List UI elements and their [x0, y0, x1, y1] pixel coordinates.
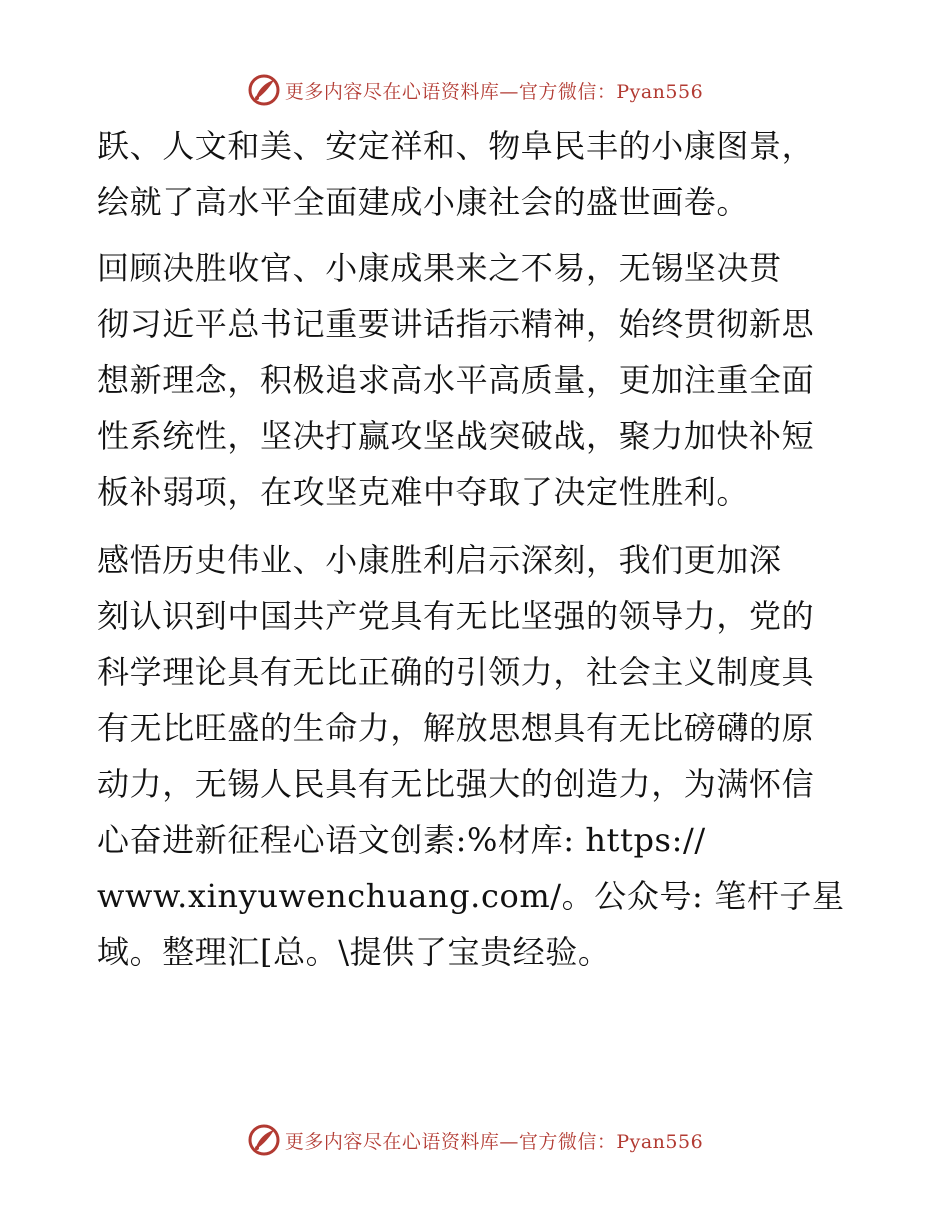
footer-banner	[0, 1120, 950, 1160]
header-banner-text: 更多内容尽在心语资料库—官方微信：Pyan556	[284, 80, 704, 103]
text-line: 感悟历史伟业、小康胜利启示深刻，我们更加深	[97, 541, 782, 579]
text-line: www.xinyuwenchuang.com/。公众号: 笔杆子星	[97, 877, 845, 915]
text-line: 动力，无锡人民具有无比强大的创造力，为满怀信	[97, 765, 815, 803]
text-line: 刻认识到中国共产党具有无比坚强的领导力，党的	[97, 597, 815, 635]
text-line: 想新理念，积极追求高水平高质量，更加注重全面	[97, 361, 815, 399]
footer-banner-text: 更多内容尽在心语资料库—官方微信：Pyan556	[284, 1130, 704, 1153]
text-line: 有无比旺盛的生命力，解放思想具有无比磅礴的原	[97, 709, 815, 747]
text-line: 科学理论具有无比正确的引领力，社会主义制度具	[97, 653, 815, 691]
text-line: 绘就了高水平全面建成小康社会的盛世画卷。	[97, 183, 750, 221]
ink-pen-logo-icon	[247, 1123, 281, 1157]
header-banner	[0, 70, 950, 110]
paragraph-2	[97, 240, 857, 520]
text-line: 彻习近平总书记重要讲话指示精神，始终贯彻新思	[97, 305, 815, 343]
document-body	[97, 118, 857, 980]
paragraph-3	[97, 532, 857, 980]
text-line: 域。整理汇[总。\提供了宝贵经验。	[97, 933, 611, 971]
text-line: 心奋进新征程心语文创素:%材库: https://	[97, 821, 706, 859]
text-line: 回顾决胜收官、小康成果来之不易，无锡坚决贯	[97, 249, 782, 287]
text-line: 板补弱项，在攻坚克难中夺取了决定性胜利。	[97, 473, 750, 511]
ink-pen-logo-icon	[247, 73, 281, 107]
text-line: 跃、人文和美、安定祥和、物阜民丰的小康图景，	[97, 127, 815, 165]
paragraph-1	[97, 118, 857, 230]
text-line: 性系统性，坚决打赢攻坚战突破战，聚力加快补短	[97, 417, 815, 455]
